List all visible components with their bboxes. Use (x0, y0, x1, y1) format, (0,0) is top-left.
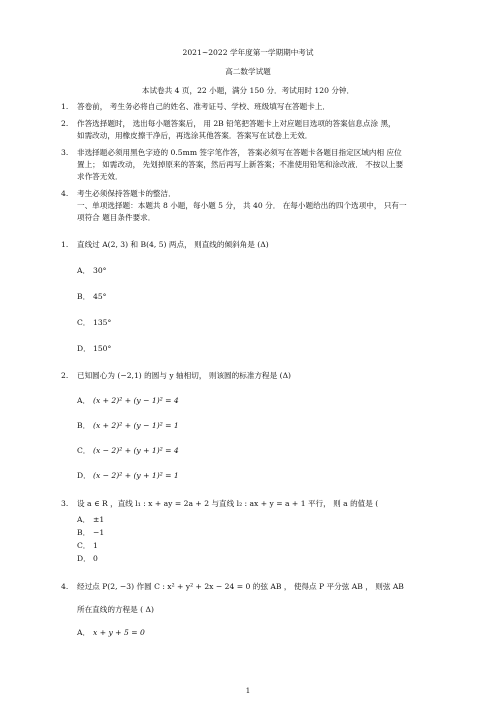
note-text: 如需改动，用橡皮擦干净后，再选涂其他答案．答案写在试卷上无效． (77, 131, 313, 140)
option (77, 541, 98, 551)
option-text: x + y + 5 = 0 (93, 628, 145, 637)
exam-info: 本试卷共 4 页，22 小题，满分 150 分．考试用时 120 分钟． (141, 86, 355, 95)
option-label: C． (77, 541, 91, 550)
exam-subtitle: 高二数学试题 (225, 67, 271, 76)
option-text: (x − 2)² + (y + 1)² = 1 (93, 471, 179, 480)
question-stem: 设 a ∈ R ，直线 l₁ : x + ay = 2a + 2 与直线 l₂ : ax + y = a + 1 平行， 则 a 的值是 ( (77, 499, 379, 508)
option-text: 1 (93, 541, 98, 550)
option-label: D． (77, 471, 91, 480)
option-text: (x − 2)² + (y + 1)² = 4 (93, 446, 179, 455)
option (77, 554, 98, 564)
option (77, 515, 104, 525)
question-number: 2. (61, 371, 69, 380)
option-text: (x + 2)² + (y − 1)² = 4 (93, 396, 179, 405)
option-text: (x + 2)² + (y − 1)² = 1 (93, 421, 179, 430)
section-heading: 项符合 题目条件要求． (77, 213, 156, 222)
option (77, 471, 179, 481)
section-heading: 一、单项选择题：本题共 8 小题，每小题 5 分， 共 40 分． 在每小题给出的四个选项中， 只有一 (77, 201, 407, 210)
option-label: C． (77, 446, 91, 455)
option-text: 45° (93, 292, 107, 301)
option-label: A． (77, 266, 91, 275)
option-label: B． (77, 421, 91, 430)
page-number: 1 (245, 687, 251, 695)
note-number: 4. (61, 189, 69, 198)
option-label: C． (77, 318, 91, 327)
option-text: ±1 (93, 515, 105, 524)
note-text: 答卷前， 考生务必将自己的姓名、准考证号、学校、班级填写在答题卡上． (77, 102, 331, 111)
option (77, 266, 106, 276)
question-number: 1. (61, 240, 69, 249)
option-text: 0 (93, 554, 98, 563)
question-number: 4. (61, 582, 69, 591)
note-text: 考生必须保持答题卡的整洁． (77, 189, 176, 198)
exam-title: 2021~2022 学年度第一学期期中考试 (182, 48, 314, 57)
option-label: D． (77, 554, 91, 563)
note-number: 3. (61, 148, 69, 157)
option-text: −1 (93, 528, 105, 537)
option (77, 318, 111, 328)
option (77, 396, 179, 406)
note-text: 非选择题必须用黑色字迹的 0.5mm 签字笔作答， 答案必须写在答题卡各题目指定区域内相 应位 (77, 148, 402, 157)
question-stem: 经过点 P(2, −3) 作圆 C : x² + y² + 2x − 24 = 0 的弦 AB ， 使得点 P 平分弦 AB ， 则弦 AB (77, 582, 404, 591)
option (77, 292, 106, 302)
option-label: A． (77, 628, 91, 637)
option-label: A． (77, 396, 91, 405)
note-text: 作答选择题时， 选出每小题答案后， 用 2B 铅笔把答题卡上对应题目选项的答案信息点涂 黑， (77, 119, 396, 128)
option-label: B． (77, 292, 91, 301)
question-stem: 已知圆心为 (−2,1) 的圆与 y 轴相切， 则该圆的标准方程是 (Δ) (77, 371, 292, 380)
option (77, 528, 104, 538)
option (77, 628, 145, 638)
option-text: 30° (93, 266, 107, 275)
option (77, 421, 179, 431)
option (77, 446, 179, 456)
option-text: 135° (93, 318, 112, 327)
question-stem: 直线过 A(2, 3) 和 B(4, 5) 两点， 则直线的倾斜角是 (Δ) (77, 240, 269, 249)
note-text: 求作答无效． (77, 172, 123, 181)
option-label: D． (77, 344, 91, 353)
question-stem-continued: 所在直线的方程是 ( Δ) (77, 605, 154, 614)
question-number: 3. (61, 499, 69, 508)
option-text: 150° (93, 344, 112, 353)
option-label: B． (77, 528, 91, 537)
option-label: A． (77, 515, 91, 524)
option (77, 344, 111, 354)
note-text: 置上； 如需改动， 先划掉原来的答案，然后再写上新答案；不准使用铅笔和涂改液． 不按以上要 (77, 160, 404, 169)
note-number: 2. (61, 119, 69, 128)
note-number: 1. (61, 102, 69, 111)
